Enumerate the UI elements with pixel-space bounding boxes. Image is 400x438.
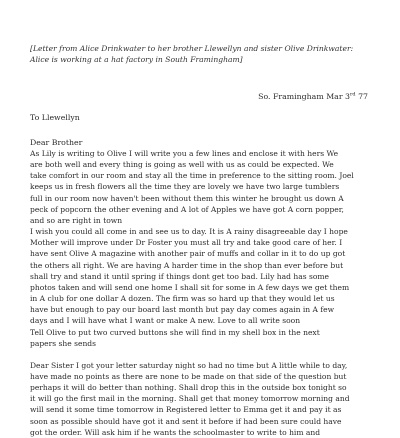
text-line: shall try and stand it until spring if things dont get too bad. Lily had has some [30,271,330,281]
text-line: have sent Olive A magazine with another pair of muffs and collar in it to do up got [30,249,346,259]
dateline-place-date: So. Framingham Mar 3 [258,92,350,101]
text-line: Mother will improve under Dr Foster you must all try and take good care of her. I [30,238,343,248]
text-line: peck of popcorn the other evening and A lot of Apples we have got A corn popper, [30,204,344,214]
text-line: As Lily is writing to Olive I will write you a few lines and enclose it with hers We [30,149,339,158]
text-line: photos taken and will send one home I shall sit for some in A few days we get them [30,282,350,292]
dateline-superscript: rd [350,91,356,98]
paragraph-gap [30,349,372,360]
text-line: have but enough to pay our board last month but pay day comes again in A few [30,305,335,315]
text-line: take comfort in our room and stay all the time in preference to the sitting room. Joel [30,171,354,181]
text-line: I wish you could all come in and see us to day. It is A rainy disagreeable day I hope [30,227,348,237]
letter-body [30,148,372,438]
text-line: will send it some time tomorrow in Registered letter to Emma get it and pay it as [30,405,342,415]
text-line: it will go the first mail in the morning. Shall get that money tomorrow morning and [30,394,350,404]
text-line: full in our room now haven't been without them this winter he brought us down A [30,193,344,203]
paragraph-2 [30,360,372,438]
text-line: Tell Olive to put two curved buttons she will find in my shell box in the next [30,327,320,337]
editorial-note-line: [Letter from Alice Drinkwater to her brother Llewellyn and sister Olive Drinkwater: [30,44,354,53]
text-line: soon as possible should have got it and sent it before if had been sure could have [30,416,342,426]
letter-dateline [30,91,368,102]
paragraph-1 [30,148,372,349]
text-line: days and I will have what I want or make A new. Love to all write soon [30,316,301,326]
text-line: in A club for one dollar A dozen. The firm was so hard up that they would let us [30,294,335,304]
greeting: Dear Brother [30,138,83,147]
text-line: papers she sends [30,338,97,348]
text-line: keeps us in fresh flowers all the time they are lovely we have two large tumblers [30,182,340,192]
dateline-year: 77 [355,92,368,101]
editorial-note-line: Alice is working at a hat factory in South Framingham] [30,55,243,64]
text-line: are both well and every thing is going as well with us as could be expected. We [30,160,334,170]
text-line: Dear Sister I got your letter saturday night so had no time but A little while to day, [30,360,348,370]
editorial-note [30,43,372,65]
addressee: To Llewellyn [30,113,80,122]
text-line: the others all right. We are having A harder time in the shop than ever before but [30,260,344,270]
text-line: perhaps it will do better than nothing. Shall drop this in the outside box tonight so [30,383,347,393]
text-line: got the order. Will ask him if he wants the schoolmaster to write to him and [30,427,321,437]
text-line: have made no points as there are none to be made on that side of the question but [30,371,347,381]
text-line: and so are right in town [30,215,123,225]
